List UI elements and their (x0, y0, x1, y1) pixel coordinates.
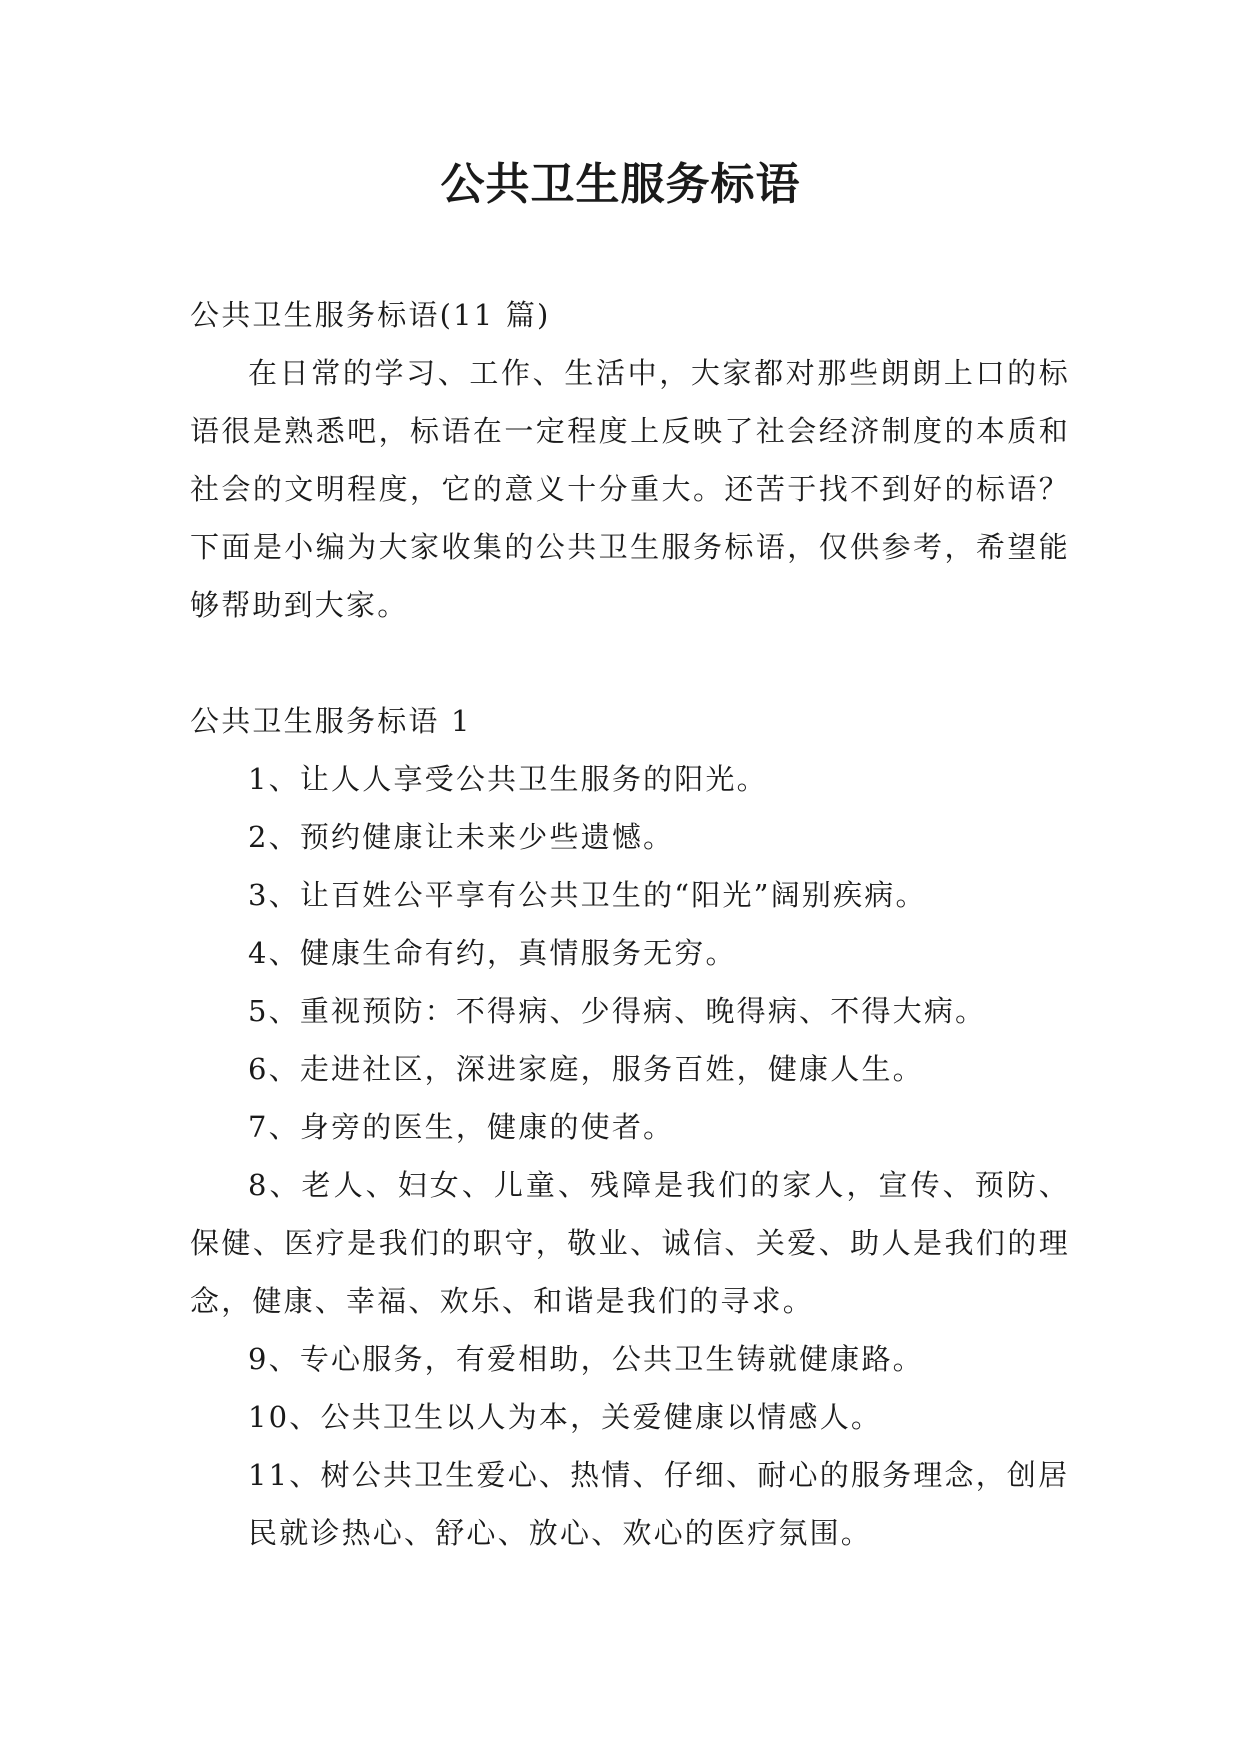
paragraph-spacer (190, 634, 1070, 692)
document-subtitle: 公共卫生服务标语(11 篇) (190, 298, 551, 332)
slogan-item-10: 10、公共卫生以人为本，关爱健康以情感人。 (248, 1400, 883, 1434)
slogan-item-2: 2、预约健康让未来少些遗憾。 (248, 820, 675, 854)
slogan-item-6: 6、走进社区，深进家庭，服务百姓，健康人生。 (248, 1052, 924, 1086)
slogan-item-5: 5、重视预防：不得病、少得病、晚得病、不得大病。 (248, 994, 987, 1028)
slogan-item-3: 3、让百姓公平享有公共卫生的“阳光”阔别疾病。 (248, 878, 927, 912)
slogan-item-7: 7、身旁的医生，健康的使者。 (248, 1110, 675, 1144)
document-body (190, 286, 1070, 1562)
slogan-item-8: 8、老人、妇女、儿童、残障是我们的家人，宣传、预防、保健、医疗是我们的职守，敬业、诚信、关爱、助人是我们的理念，健康、幸福、欢乐、和谐是我们的寻求。 (190, 1168, 1070, 1318)
intro-paragraph: 在日常的学习、工作、生活中，大家都对那些朗朗上口的标语很是熟悉吧，标语在一定程度上反映了社会经济制度的本质和社会的文明程度，它的意义十分重大。还苦于找不到好的标语？下面是小编为大家收集的公共卫生服务标语，仅供参考，希望能够帮助到大家。 (190, 356, 1070, 622)
slogan-item-9: 9、专心服务，有爱相助，公共卫生铸就健康路。 (248, 1342, 924, 1376)
slogan-item-4: 4、健康生命有约，真情服务无穷。 (248, 936, 737, 970)
slogan-item-11: 11、树公共卫生爱心、热情、仔细、耐心的服务理念，创居民就诊热心、舒心、放心、欢心的医疗氛围。 (248, 1458, 1070, 1550)
slogan-item-1: 1、让人人享受公共卫生服务的阳光。 (248, 762, 768, 796)
document-title: 公共卫生服务标语 (440, 159, 801, 210)
section-heading: 公共卫生服务标语 1 (190, 704, 472, 738)
